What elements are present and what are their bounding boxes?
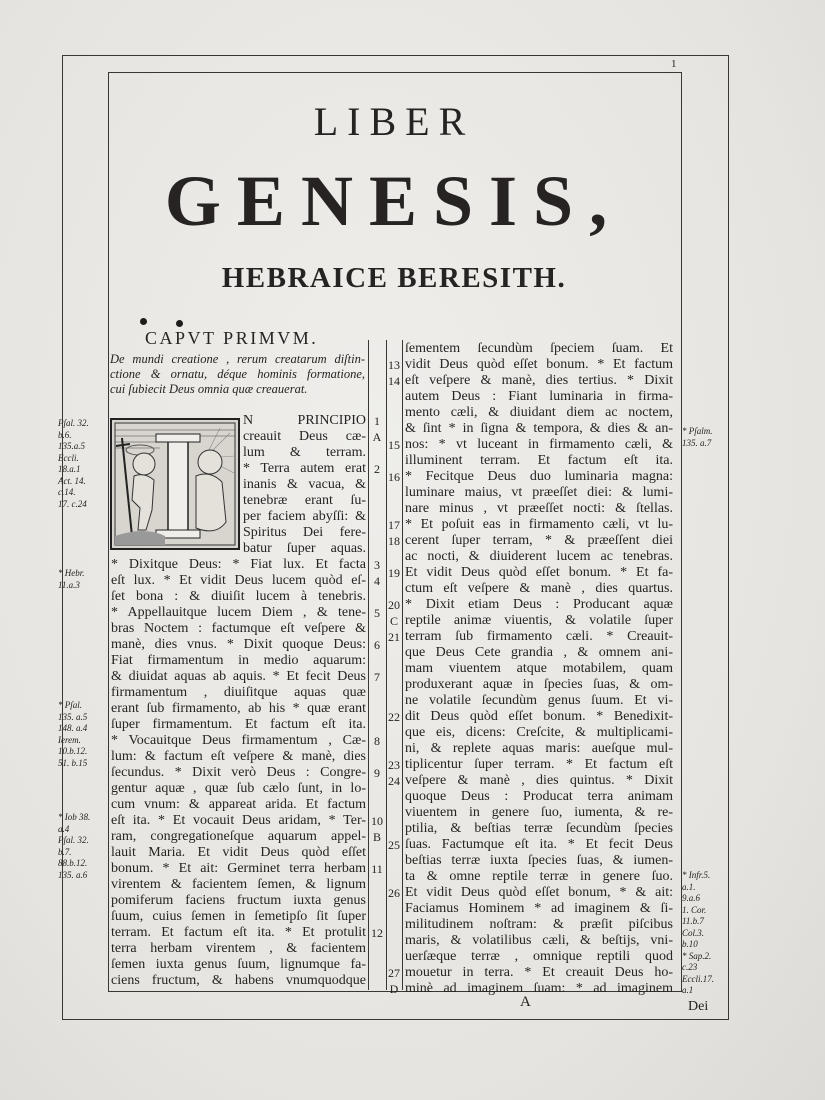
margin-note-line: 17. c.24	[58, 498, 87, 509]
ink-dot	[140, 318, 147, 325]
catchword: Dei	[688, 999, 709, 1014]
text-line: erant ſub firmamento, ab his * quæ erant	[111, 701, 366, 716]
text-line: que eis, dicens: Creſcite, & multiplicami-	[405, 725, 673, 740]
margin-note-line: * Hebr.	[58, 568, 85, 578]
margin-note-line: 11.b.7	[682, 916, 704, 926]
verse-number: 24	[388, 774, 400, 788]
ink-dot	[176, 320, 183, 327]
text-line: Fiat firmamentum in medio aquarum:	[111, 653, 366, 668]
text-line: N PRINCIPIO	[243, 413, 366, 428]
left-column-text	[111, 557, 366, 989]
margin-note-line: c.23	[682, 962, 698, 972]
text-line: Faciamus Hominem * ad imaginem & ſi-	[405, 901, 673, 916]
text-line: nos: * vt luceant in firmamento cæli, &	[405, 437, 673, 452]
margin-note-line: 9.a.6	[682, 893, 700, 903]
chapter-summary	[110, 352, 365, 397]
page-number: 1	[671, 58, 677, 70]
summary-line: cui ſubiecit Deus omnia quæ creauerat.	[110, 382, 308, 396]
margin-note-line: 88.b.12.	[58, 858, 88, 868]
margin-note-line: Act. 14.	[58, 475, 86, 486]
verse-number: B	[372, 830, 381, 844]
text-line: dit Deus quòd eſſet bonum. * Benedixit-	[405, 709, 673, 724]
text-line: pomiferum faciens fructum iuxta genus	[111, 893, 366, 908]
verse-number: 4	[374, 574, 380, 588]
text-line: eſt veſpere & manè, dies tertius. * Dixit	[405, 373, 673, 388]
text-line: illuminent terram. Et factum eſt ita.	[405, 453, 673, 468]
text-line: que Deus Cete grandia , & omnem ani-	[405, 645, 673, 660]
margin-note-line: * Pſalm.	[682, 426, 713, 436]
text-line: reptile animæ viuentis, & volatile ſuper	[405, 613, 673, 628]
text-line: cum vnum: & appareat arida. Et factum	[111, 797, 366, 812]
margin-note-line: 11.a.3	[58, 579, 80, 590]
verse-number: 25	[388, 838, 400, 852]
text-line: cerent ſuper terram, * & præeſſent diei	[405, 533, 673, 548]
text-line: ram, congregationeſque aquarum appel-	[111, 829, 366, 844]
verse-number: 5	[374, 606, 380, 620]
margin-note-line: 10.b.12.	[58, 746, 88, 756]
text-line: quoque Deus : Producat terra animam	[405, 789, 673, 804]
margin-note-line: Eccli.17.	[682, 973, 714, 984]
text-line: ſementem ſecundùm ſpeciem ſuam. Et	[405, 341, 673, 356]
margin-note-right	[682, 870, 714, 997]
verse-number: 22	[388, 710, 400, 724]
text-line: bras Noctem : factumque eſt veſpere &	[111, 621, 366, 636]
verse-number: 10	[371, 814, 383, 828]
text-line: mento cæli, & diuidant diem ac noctem,	[405, 405, 673, 420]
verse-number: 18	[388, 534, 400, 548]
text-line: luminare maius, vt præeſſet diei: & lumi-	[405, 485, 673, 500]
summary-line: De mundi creatione , rerum creatarum diſtin-	[110, 352, 365, 366]
text-line: lum: & factum eſt veſpere & manè, dies	[111, 749, 366, 764]
verse-number: 20	[388, 598, 400, 612]
margin-note-line: Pſal. 32.	[58, 418, 89, 428]
cherubs-initial-icon	[110, 418, 240, 550]
text-line: tiplicentur ſuper terram. * Et factum eſt	[405, 757, 673, 772]
verse-number: 9	[374, 766, 380, 780]
verse-number: 2	[374, 462, 380, 476]
text-line: Spiritus Dei fere-	[243, 525, 366, 540]
text-line: ctum eſt veſpere & manè , dies quartus.	[405, 581, 673, 596]
illustrated-initial-i	[110, 418, 240, 550]
text-line: * Fecitque Deus duo luminaria magna:	[405, 469, 673, 484]
margin-note-line: a.1	[682, 985, 694, 995]
text-line: ne volatile ſecundùm genus ſuum. Et vi-	[405, 693, 673, 708]
text-line: * Et poſuit eas in firmamento cæli, vt lu-	[405, 517, 673, 532]
verse-number: 7	[374, 670, 380, 684]
text-line: per faciem abyſſi: &	[243, 509, 366, 524]
margin-note-left	[58, 812, 90, 881]
signature-mark: A	[520, 994, 531, 1010]
margin-note-line: * Iob 38.	[58, 812, 91, 822]
text-line: ſuper firmamentum. Et factum eſt ita.	[111, 717, 366, 732]
text-line: terram ſub firmamento cæli. * Creauit-	[405, 629, 673, 644]
text-line: inanis & vacua, &	[243, 477, 366, 492]
verse-number: 6	[374, 638, 380, 652]
text-line: manè, dies vnus. * Dixit quoque Deus:	[111, 637, 366, 652]
verse-number: 11	[371, 862, 383, 876]
text-line: eſt lux. * Et vidit Deus lucem quòd eſ-	[111, 573, 366, 588]
text-line: nare minus , vt præeſſet nocti: & ſtellas.	[405, 501, 673, 516]
text-line: terra herbam virentem , & facientem	[111, 941, 366, 956]
verse-number: A	[372, 430, 382, 444]
text-line: produxerant aquæ in ſpecies ſuas, & om-	[405, 677, 673, 692]
margin-note-right	[682, 426, 713, 449]
verse-number: 23	[388, 758, 400, 772]
text-line: uerſæque terræ , omnique reptili quod	[405, 949, 673, 964]
title-genesis: GENESIS,	[164, 161, 624, 241]
text-line: veſpere & manè , dies quintus. * Dixit	[405, 773, 673, 788]
text-line: Et vidit Deus quòd eſſet bonum, * & ait:	[405, 885, 673, 900]
margin-note-line: b.7.	[58, 846, 72, 857]
text-line: bonum. * Et ait: Germinet terra herbam	[111, 861, 366, 876]
text-line: vidit Deus quòd eſſet bonum. * Et factum	[405, 357, 673, 372]
margin-note-line: Pſal. 32.	[58, 835, 89, 845]
margin-note-line: b.6.	[58, 429, 72, 440]
margin-note-line: a.1.	[682, 881, 696, 892]
verse-number: 13	[388, 358, 400, 372]
verse-number: 3	[374, 558, 380, 572]
margin-note-line: 148. a.4	[58, 723, 88, 733]
margin-note-line: * Pſal.	[58, 700, 82, 710]
margin-note-line: a.4	[58, 823, 70, 834]
text-line: minè ad imaginem ſuam: * ad imaginem	[405, 981, 673, 996]
text-line: terram. Et factum eſt ita. * Et protulit	[111, 925, 366, 940]
margin-note-line: * Infr.5.	[682, 870, 711, 880]
margin-note-left	[58, 700, 87, 769]
text-line: gentur aquæ , quæ ſub cælo ſunt, in lo-	[111, 781, 366, 796]
text-line: eſt ita. * Et vocauit Deus aridam, * Ter-	[111, 813, 366, 828]
text-line: beſtias terræ iuxta ſpecies ſuas, & iumen-	[405, 853, 673, 868]
text-line: * Dixit etiam Deus : Producant aquæ	[405, 597, 673, 612]
summary-line: ctione & ornatu, déque hominis formatione,	[110, 367, 365, 381]
text-line: & diuidat aquas ab aquis. * Et fecit Deus	[111, 669, 366, 684]
text-line: & ſint * in ſigna & tempora, & dies & an-	[405, 421, 673, 436]
verse-number: 21	[388, 630, 400, 644]
text-line: batur ſuper aquas.	[243, 541, 366, 556]
text-line: viuentem in genere ſuo, iumenta, & re-	[405, 805, 673, 820]
margin-note-line: 135.a.5	[58, 441, 85, 451]
margin-note-line: 135. a.7	[682, 437, 712, 448]
text-line: tenebræ erant ſu-	[243, 493, 366, 508]
text-line: mam viuentem atque motabilem, quam	[405, 661, 673, 676]
text-line: autem Deus : Fiant luminaria in firma-	[405, 389, 673, 404]
title-hebraice: HEBRAICE BERESITH.	[221, 262, 567, 294]
verse-number: 17	[388, 518, 400, 532]
text-line: * Vocauitque Deus firmamentum , Cæ-	[111, 733, 366, 748]
verse-number: 27	[388, 966, 400, 980]
verse-number: 8	[374, 734, 380, 748]
margin-note-line: 135. a.5	[58, 711, 88, 722]
text-line: virentem & facientem ſemen, & lignum	[111, 877, 366, 892]
text-line: ni, & replete aquas maris: aueſque mul-	[405, 741, 673, 756]
text-line: * Dixitque Deus: * Fiat lux. Et facta	[111, 557, 366, 572]
text-line: militudinem noſtram: & præſit piſcibus	[405, 917, 673, 932]
text-line: maris, & volatilibus cæli, & beſtijs, vni-	[405, 933, 673, 948]
text-line: * Appellauitque lucem Diem , & tene-	[111, 605, 366, 620]
text-line: ſuas. Factumque eſt ita. * Et fecit Deus	[405, 837, 673, 852]
text-line: ta & omne reptile terræ in genere ſuo.	[405, 869, 673, 884]
verse-number: 26	[388, 886, 400, 900]
text-line: ptilia, & beſtias terræ ſecundùm ſpecies	[405, 821, 673, 836]
margin-note-line: Ierem.	[58, 734, 81, 745]
verse-number: D	[389, 982, 399, 996]
text-line: ciens fructum, & habens vnumquodque	[111, 973, 366, 988]
margin-note-left	[58, 418, 89, 510]
text-line: creauit Deus cæ-	[243, 429, 366, 444]
margin-note-line: 51. b.15	[58, 757, 88, 768]
verse-number: 19	[388, 566, 400, 580]
right-column-text	[405, 341, 673, 997]
margin-note-line: * Sap.2.	[682, 950, 712, 961]
text-line: lauit Maria. Et vidit Deus quòd eſſet	[111, 845, 366, 860]
text-line: Et vidit Deus quòd eſſet bonum. * Et fa-	[405, 565, 673, 580]
verse-number: 16	[388, 470, 400, 484]
chapter-heading: CAPVT PRIMVM.	[145, 328, 319, 348]
margin-note-line: 135. a.6	[58, 869, 88, 880]
text-line: firmamentum , diuiſitque aquas quæ	[111, 685, 366, 700]
text-line: ſecundus. * Dixit verò Deus : Congre-	[111, 765, 366, 780]
text-line: ſuum, cuius ſemen in ſemetipſo ſit ſuper	[111, 909, 366, 924]
verse-number: 12	[371, 926, 383, 940]
verse-number: C	[389, 614, 398, 628]
text-line: ſemen iuxta genus ſuum, lignumque fa-	[111, 957, 366, 972]
margin-note-line: c.14.	[58, 487, 76, 497]
text-line: ſet bona : & diuiſit lucem à tenebris.	[111, 589, 366, 604]
verse-number: 1	[374, 414, 380, 428]
margin-note-line: Eccli.	[58, 452, 79, 463]
margin-note-line: b.10	[682, 939, 698, 949]
left-column-beside-initial	[243, 413, 366, 557]
margin-note-left	[58, 568, 85, 591]
margin-note-line: Col.3.	[682, 927, 705, 938]
margin-note-line: 18.a.1	[58, 464, 81, 474]
margin-note-line: 1. Cor.	[682, 904, 707, 915]
text-line: ac nocti, & diuiderent lucem ac tenebras.	[405, 549, 673, 564]
title-liber: LIBER	[313, 99, 475, 144]
text-line: * Terra autem erat	[243, 461, 366, 476]
text-line: mouetur in terra. * Et creauit Deus ho-	[405, 965, 673, 980]
text-line: lum & terram.	[243, 445, 366, 460]
verse-number: 15	[388, 438, 400, 452]
verse-number: 14	[388, 374, 400, 388]
